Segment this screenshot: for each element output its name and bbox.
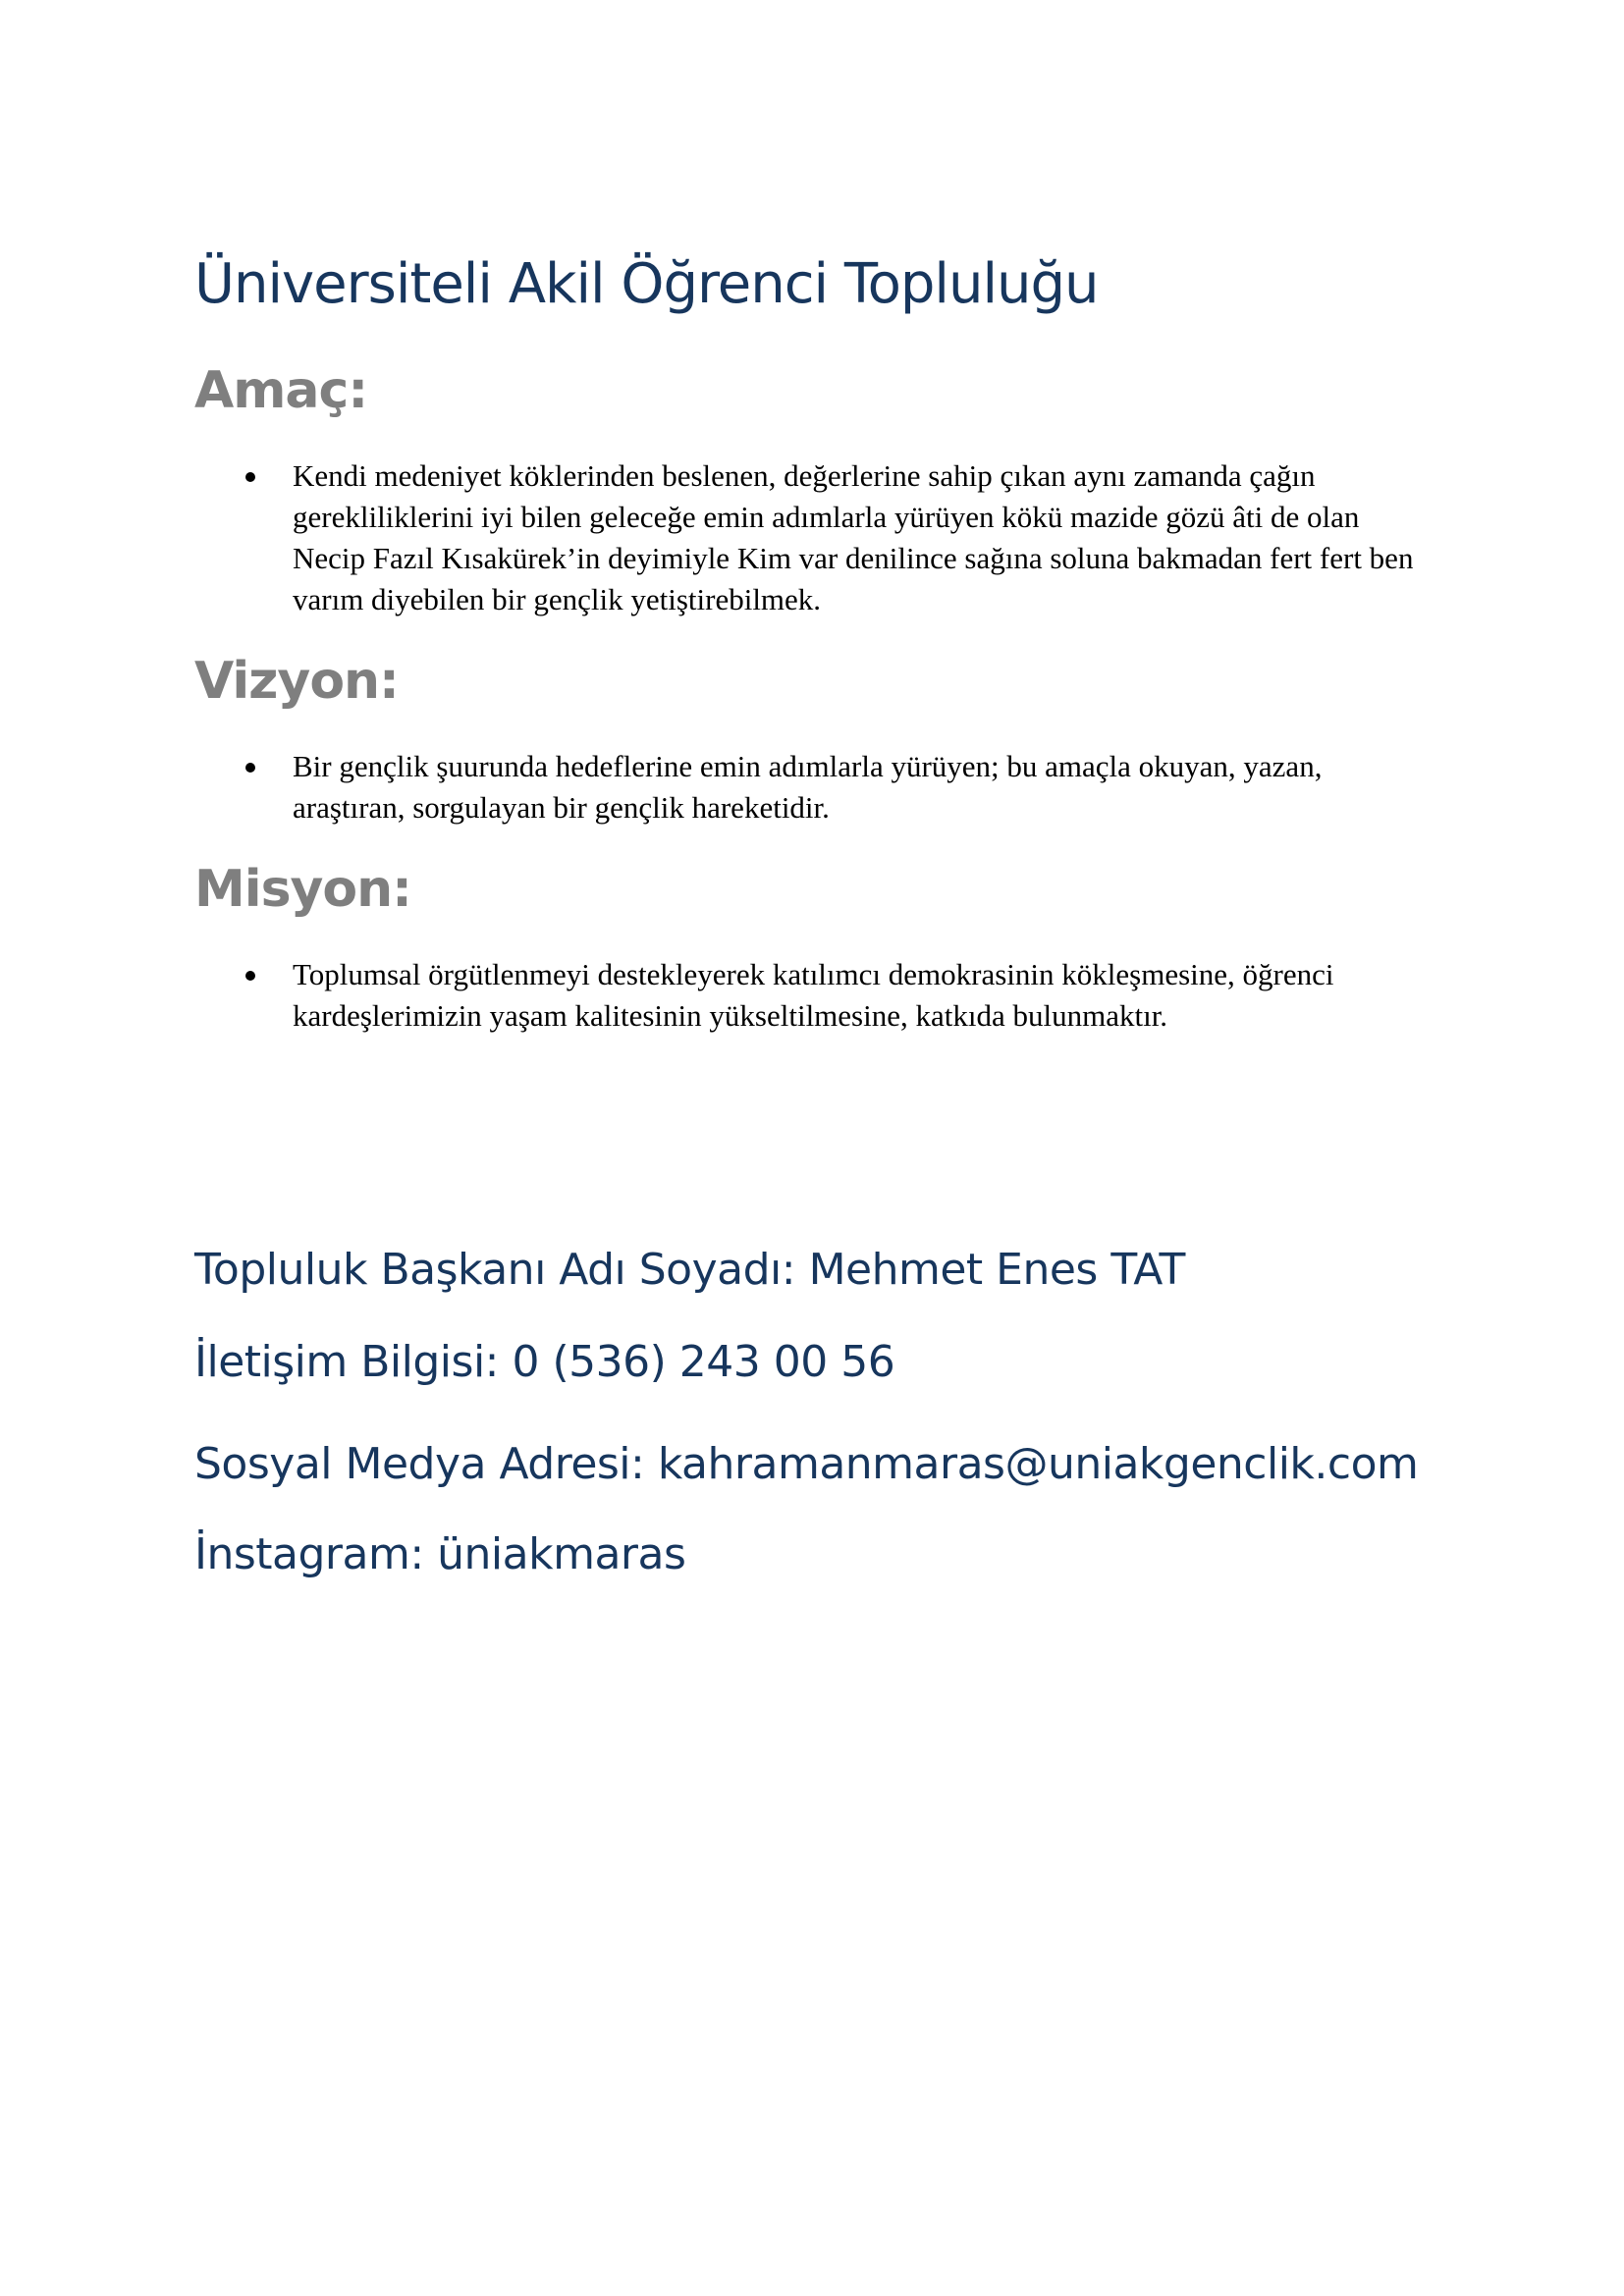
page-title: Üniversiteli Akil Öğrenci Topluluğu (194, 252, 1099, 316)
social-media-info: Sosyal Medya Adresi: kahramanmaras@uniakgenclik.com (194, 1439, 1419, 1489)
amac-text: Kendi medeniyet köklerinden beslenen, değerlerine sahip çıkan aynı zamanda çağın gerekliliklerini iyi bilen geleceğe emin adımlarla yürüyen kökü mazide gözü âti de olan Necip Fazıl Kısakürek’in deyimiyle Kim var denilince sağına soluna bakmadan fert fert ben varım diyebilen bir gençlik yetiştirebilmek. (293, 458, 1414, 616)
section-heading-misyon: Misyon: (194, 860, 411, 919)
bullet-icon (245, 763, 255, 773)
vizyon-text: Bir gençlik şuurunda hedeflerine emin adımlarla yürüyen; bu amaçla okuyan, yazan, araştıran, sorgulayan bir gençlik hareketidir. (293, 749, 1323, 825)
misyon-text: Toplumsal örgütlenmeyi destekleyerek katılımcı demokrasinin kökleşmesine, öğrenci kardeşlerimizin yaşam kalitesinin yükseltilmesine, katkıda bulunmaktır. (293, 957, 1334, 1033)
phone-info: İletişim Bilgisi: 0 (536) 243 00 56 (194, 1337, 895, 1387)
misyon-bullet-list (245, 954, 1434, 1037)
section-heading-amac: Amaç: (194, 361, 368, 420)
bullet-icon (245, 971, 255, 981)
list-item (245, 954, 1434, 1037)
amac-bullet-list (245, 455, 1434, 620)
list-item (245, 746, 1434, 828)
instagram-info: İnstagram: üniakmaras (194, 1529, 686, 1579)
section-heading-vizyon: Vizyon: (194, 652, 399, 711)
list-item (245, 455, 1434, 620)
bullet-icon (245, 472, 255, 482)
vizyon-bullet-list (245, 746, 1434, 828)
president-info: Topluluk Başkanı Adı Soyadı: Mehmet Enes TAT (194, 1245, 1185, 1295)
